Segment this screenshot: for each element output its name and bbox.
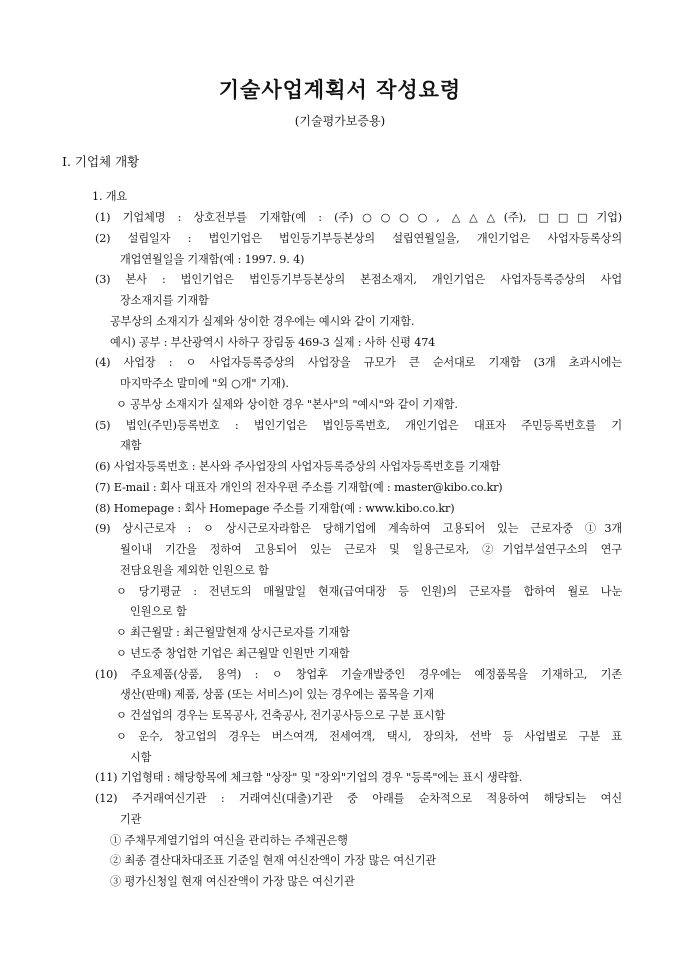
item-established-date: (2) 설립일자 : 법인기업은 법인등기부등본상의 설립연월일을, 개인기업은 사업자등록상의 <box>95 232 622 245</box>
document-subtitle: (기술평가보증용) <box>294 114 386 128</box>
item-headquarters-note: 공부상의 소재지가 실제와 상이한 경우에는 예시와 같이 기재함. <box>110 315 415 328</box>
item-company-name: (1) 기업체명 : 상호전부를 기재함(예 : (주)○○○○, △△△(주), □□□기업) <box>95 211 622 224</box>
item-main-bank-option-3: ③ 평가신청일 현재 여신잔액이 가장 많은 여신기관 <box>110 875 355 888</box>
item-headquarters-example: 예시) 공부 : 부산광역시 사하구 장림동 469-3 실제 : 사하 신평 474 <box>110 336 436 349</box>
item-business-site-cont: 마지막주소 말미에 "외 ○개" 기재). <box>120 377 289 390</box>
item-employees-bullet-new: ㅇ 년도중 창업한 기업은 최근월말 인원만 기재함 <box>116 647 350 660</box>
item-main-products-bullet-transport-cont: 시함 <box>130 751 152 764</box>
item-homepage: (8) Homepage : 회사 Homepage 주소를 기재함(예 : www.kibo.co.kr) <box>95 502 455 515</box>
item-headquarters: (3) 본사 : 법인기업은 법인등기부등본상의 본점소재지, 개인기업은 사업자등록증상의 사업 <box>95 273 622 286</box>
item-business-number: (6) 사업자등록번호 : 본사와 주사업장의 사업자등록증상의 사업자등록번호를 기재함 <box>95 460 501 473</box>
item-main-bank: (12) 주거래여신기관 : 거래여신(대출)기관 중 아래를 순차적으로 적용하여 해당되는 여신 <box>95 792 622 805</box>
section-heading: I. 기업체 개황 <box>62 154 140 169</box>
item-main-products-bullet-transport: ㅇ 운수, 창고업의 경우는 버스여객, 전세여객, 택시, 장의차, 선박 등 사업별로 구분 표 <box>116 730 622 743</box>
item-employees-bullet-average-cont: 인원으로 함 <box>130 605 187 618</box>
item-email: (7) E-mail : 회사 대표자 개인의 전자우편 주소를 기재함(예 : master@kibo.co.kr) <box>95 481 503 494</box>
item-main-bank-option-1: ① 주채무계열기업의 여신을 관리하는 주채권은행 <box>110 834 348 847</box>
item-established-date-cont: 개업연월일을 기재함(예 : 1997. 9. 4) <box>120 253 305 266</box>
item-business-site-bullet: ㅇ 공부상 소재지가 실제와 상이한 경우 "본사"의 "예시"와 같이 기재함. <box>116 398 458 411</box>
item-main-products-cont: 생산(판매) 제품, 상품 (또는 서비스)이 있는 경우에는 품목을 기재 <box>120 688 434 701</box>
item-main-bank-cont: 기관 <box>120 813 142 826</box>
item-main-products-bullet-construction: ㅇ 건설업의 경우는 토목공사, 건축공사, 전기공사등으로 구분 표시함 <box>116 709 446 722</box>
item-main-products: (10) 주요제품(상품, 용역) : ㅇ 창업후 기술개발중인 경우에는 예정품목을 기재하고, 기존 <box>95 668 622 681</box>
document-title: 기술사업계획서 작성요령 <box>218 77 462 102</box>
item-registration-number: (5) 법인(주민)등록번호 : 법인기업은 법인등록번호, 개인기업은 대표자 주민등록번호를 기 <box>95 419 622 432</box>
item-employees-cont2: 전담요원을 제외한 인원으로 함 <box>120 564 269 577</box>
item-headquarters-cont: 장소재지를 기재함 <box>120 294 209 307</box>
subsection-heading: 1. 개요 <box>92 190 128 203</box>
item-employees-cont: 월이내 기간을 정하여 고용되어 있는 근로자 및 일용근로자, ②기업부설연구소의 연구 <box>120 543 622 556</box>
item-employees-bullet-recent: ㅇ 최근월말 : 최근월말현재 상시근로자를 기재함 <box>116 626 350 639</box>
item-main-bank-option-2: ② 최종 결산대차대조표 기준일 현재 여신잔액이 가장 많은 여신기관 <box>110 854 437 867</box>
item-employees-bullet-average: ㅇ 당기평균 : 전년도의 매월말일 현재(급여대장 등 인원)의 근로자를 합하여 월로 나눈 <box>116 585 622 598</box>
item-employees: (9) 상시근로자 : ㅇ 상시근로자라함은 당해기업에 계속하여 고용되어 있는 근로자중 ①3개 <box>95 522 622 535</box>
item-business-site: (4) 사업장 : ㅇ 사업자등록증상의 사업장을 규모가 큰 순서대로 기재함 (3개 초과시에는 <box>95 356 622 369</box>
item-registration-number-cont: 재함 <box>120 439 142 452</box>
item-company-type: (11) 기업형태 : 해당항목에 체크함 "상장" 및 "장외"기업의 경우 "등록"에는 표시 생략함. <box>95 771 523 784</box>
